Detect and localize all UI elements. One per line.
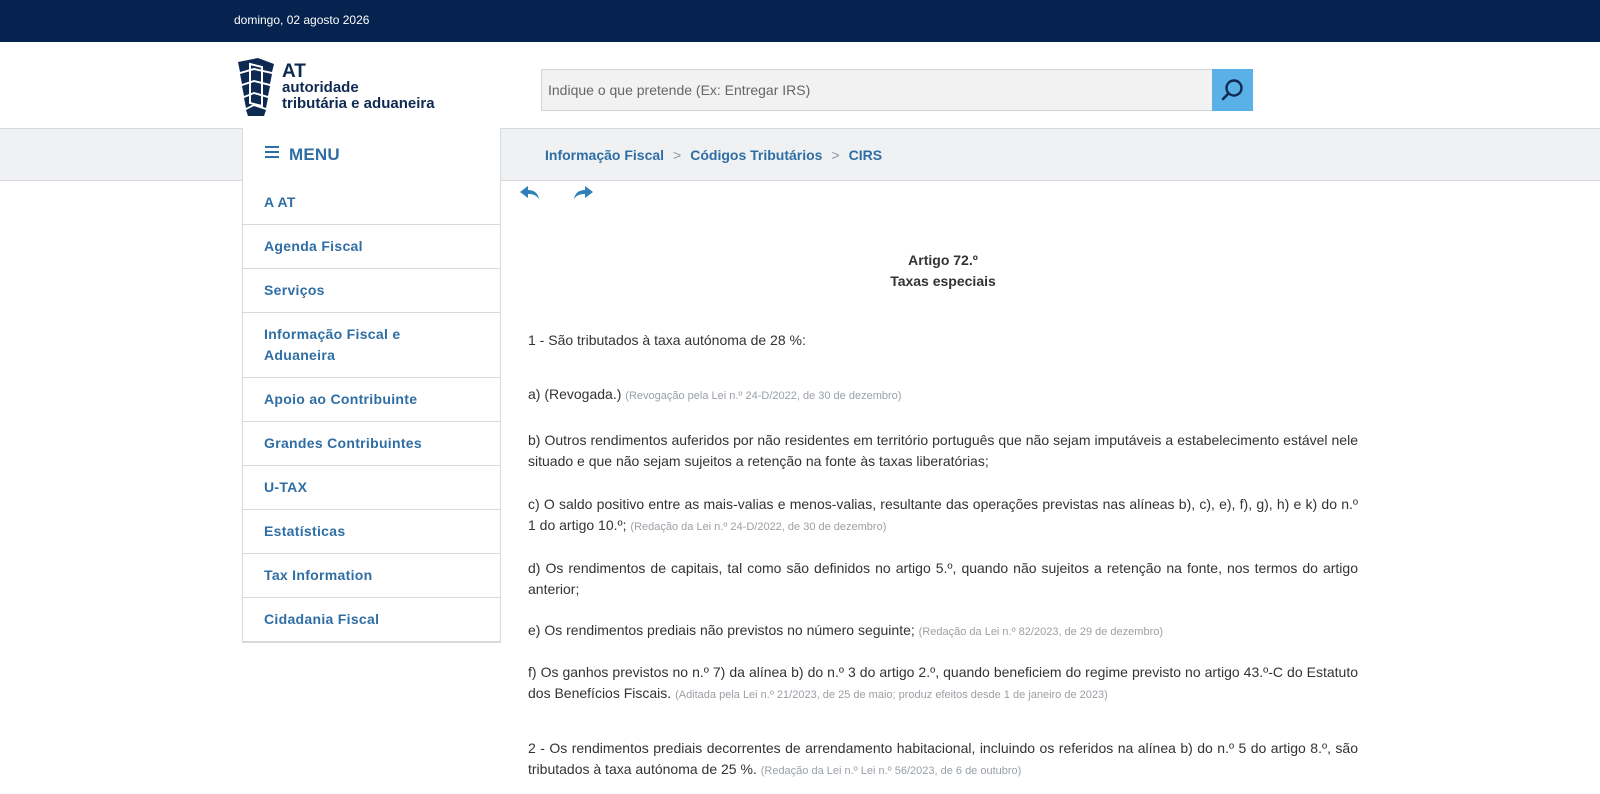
logo-acronym: AT (282, 61, 306, 82)
current-date: domingo, 02 agosto 2026 (234, 13, 370, 27)
clause-a-note: (Revogação pela Lei n.º 24-D/2022, de 30 de dezembro) (625, 390, 902, 402)
sidebar-item-u-tax[interactable]: U-TAX (243, 465, 500, 509)
article-title: Taxas especiais (890, 273, 996, 289)
at-emblem-icon (236, 58, 276, 116)
search-icon (1212, 69, 1253, 111)
sidebar-item-servicos[interactable]: Serviços (243, 268, 500, 312)
clause-f-note: (Aditada pela Lei n.º 21/2023, de 25 de maio; produz efeitos desde 1 de janeiro de 2023) (675, 689, 1108, 701)
sidebar-menu (242, 181, 501, 643)
logo-line-2: autoridade (282, 79, 359, 96)
at-logo[interactable] (236, 58, 466, 116)
clause-c-note: (Redação da Lei n.º 24-D/2022, de 30 de dezembro) (630, 521, 887, 533)
clause-a-text: a) (Revogada.) (528, 386, 622, 402)
clause-d: d) Os rendimentos de capitais, tal como são definidos no artigo 5.º, quando não sujeitos a retenção na fonte, nos termos do artigo anterior; (528, 560, 1358, 597)
sidebar-item-agenda-fiscal[interactable]: Agenda Fiscal (243, 224, 500, 268)
clause-e-note: (Redação da Lei n.º 82/2023, de 29 de dezembro) (918, 626, 1164, 638)
paragraph-2-text: 2 - Os rendimentos prediais decorrentes de arrendamento habitacional, incluindo os referidos na alínea b) do n.º 5 do artigo 8.º, são tributados à taxa autónoma de 25 %. (528, 740, 1358, 777)
clause-c-text: c) O saldo positivo entre as mais-valias e menos-valias, resultante das operações previstas nas alíneas b), c), e), f), g), h) e k) do n.º 1 do artigo 10.º; (528, 496, 1358, 533)
paragraph-2 (528, 738, 1358, 782)
top-bar (0, 0, 1600, 42)
logo-line-3: tributária e aduaneira (282, 95, 435, 112)
sidebar-item-apoio-contribuinte[interactable]: Apoio ao Contribuinte (243, 377, 500, 421)
clause-b: b) Outros rendimentos auferidos por não residentes em território português que não sejam imputáveis a estabelecimento estável nele situado e que não sejam sujeitos a retenção na fonte às taxas liberatórias; (528, 432, 1358, 469)
back-arrow-icon[interactable] (519, 184, 541, 202)
sidebar-item-cidadania-fiscal[interactable]: Cidadania Fiscal (243, 597, 500, 641)
paragraph-1: 1 - São tributados à taxa autónoma de 28 %: (528, 332, 806, 348)
breadcrumb-item-codigos-tributarios[interactable]: Códigos Tributários (690, 147, 823, 163)
search-button[interactable] (1212, 69, 1253, 111)
chevron-right-icon: > (831, 147, 840, 163)
article-number: Artigo 72.º (908, 252, 978, 268)
menu-label: MENU (289, 145, 340, 164)
paragraph-2-note: (Redação da Lei n.º Lei n.º 56/2023, de 6 de outubro) (760, 765, 1022, 777)
forward-arrow-icon[interactable] (572, 184, 594, 202)
clause-f (528, 662, 1358, 706)
menu-toggle[interactable] (242, 128, 501, 181)
article-content (528, 250, 1358, 777)
search-input[interactable] (542, 70, 1212, 110)
sidebar-item-tax-information[interactable]: Tax Information (243, 553, 500, 597)
search-box (541, 69, 1253, 111)
hamburger-icon (265, 146, 279, 158)
clause-e (528, 620, 1358, 643)
clause-c (528, 494, 1358, 538)
sidebar-item-grandes-contribuintes[interactable]: Grandes Contribuintes (243, 421, 500, 465)
clause-a (528, 384, 1358, 407)
sidebar-item-informacao-fiscal[interactable]: Informação Fiscal e Aduaneira (243, 312, 500, 377)
clause-f-text: f) Os ganhos previstos no n.º 7) da alínea b) do n.º 3 do artigo 2.º, quando beneficiem do regime previsto no artigo 43.º-C do Estatuto dos Benefícios Fiscais. (528, 664, 1358, 701)
sidebar-item-a-at[interactable]: A AT (264, 194, 296, 210)
breadcrumb-item-informacao-fiscal[interactable]: Informação Fiscal (545, 147, 665, 163)
site-header (0, 42, 1600, 128)
breadcrumb (545, 147, 882, 163)
clause-e-text: e) Os rendimentos prediais não previstos no número seguinte; (528, 622, 915, 638)
chevron-right-icon: > (673, 147, 682, 163)
breadcrumb-item-cirs[interactable]: CIRS (848, 147, 883, 163)
sidebar-item-estatisticas[interactable]: Estatísticas (243, 509, 500, 553)
